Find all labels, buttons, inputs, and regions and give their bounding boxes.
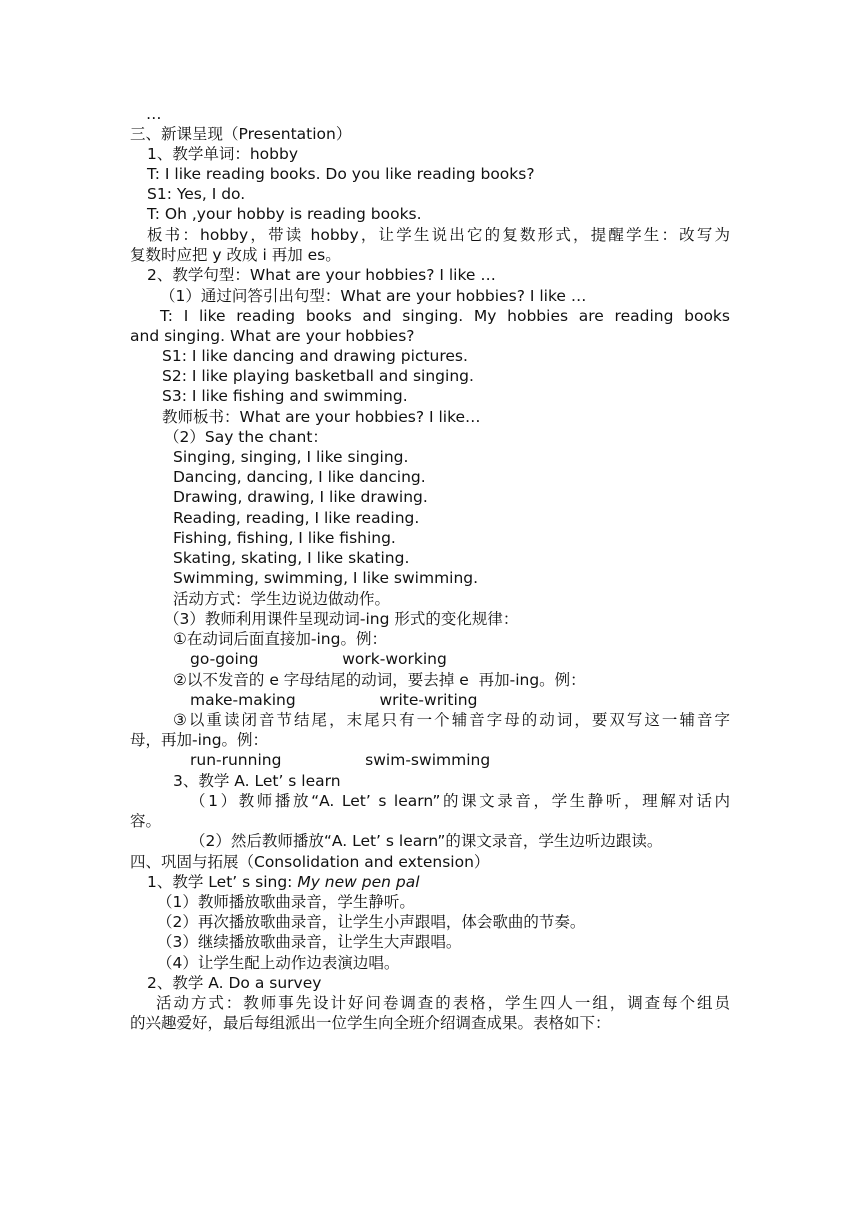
rule-line: ①在动词后面直接加-ing。例： — [173, 630, 387, 648]
paragraph-line: 容。 — [130, 812, 162, 830]
step-line: （1）教师播放歌曲录音，学生静听。 — [157, 893, 415, 911]
subheading: （2）Say the chant： — [164, 428, 328, 446]
dialogue-line: T: Oh ,your hobby is reading books. — [147, 205, 422, 223]
chant-line: Drawing, drawing, I like drawing. — [173, 488, 428, 506]
subheading: （3）教师利用课件呈现动词-ing 形式的变化规律： — [164, 610, 519, 628]
chant-line: Skating, skating, I like skating. — [173, 549, 410, 567]
dialogue-line: S2: I like playing basketball and singing. — [162, 367, 474, 385]
survey-heading: 2、教学 A. Do a survey — [147, 974, 322, 992]
teaching-word-heading: 1、教学单词：hobby — [147, 145, 299, 163]
section-heading-presentation: 三、新课呈现（Presentation） — [130, 125, 352, 143]
dialogue-line: S1: Yes, I do. — [147, 185, 246, 203]
subheading: （1）通过问答引出句型：What are your hobbies? I like … — [160, 287, 587, 305]
rule-line: ②以不发音的 e 字母结尾的动词，要去掉 e 再加-ing。例： — [173, 671, 586, 689]
step-line: （2）再次播放歌曲录音，让学生小声跟唱，体会歌曲的节奏。 — [157, 913, 586, 931]
dialogue-line: and singing. What are your hobbies? — [130, 327, 415, 345]
example-line: run-running swim-swimming — [190, 751, 491, 769]
sing-heading-prefix: 1、教学 Let’ s sing: — [147, 873, 298, 891]
board-note: 教师板书：What are your hobbies? I like… — [162, 408, 481, 426]
example-line: go-going work-working — [190, 650, 447, 668]
subheading: 3、教学 A. Let’ s learn — [173, 772, 341, 790]
song-title: My new pen pal — [297, 873, 420, 891]
paragraph-line: （2）然后教师播放“A. Let’ s learn”的课文录音，学生边听边跟读。 — [190, 832, 663, 850]
dialogue-line: T: I like reading books. Do you like reading books? — [147, 165, 535, 183]
section-heading-consolidation: 四、巩固与拓展（Consolidation and extension） — [130, 853, 490, 871]
chant-line: Singing, singing, I like singing. — [173, 448, 409, 466]
paragraph-line: 复数时应把 y 改成 i 再加 es。 — [130, 246, 341, 264]
sentence-pattern-heading: 2、教学句型：What are your hobbies? I like … — [147, 266, 496, 284]
paragraph-line: （1）教师播放“A. Let’ s learn”的课文录音，学生静听，理解对话内 — [190, 792, 730, 810]
step-line: （3）继续播放歌曲录音，让学生大声跟唱。 — [157, 933, 462, 951]
example-line: make-making write-writing — [190, 691, 478, 709]
paragraph-line: 板书：hobby，带读 hobby，让学生说出它的复数形式，提醒学生：改写为 — [147, 226, 730, 244]
dialogue-line: S3: I like fishing and swimming. — [162, 387, 408, 405]
rule-line: ③以重读闭音节结尾，末尾只有一个辅音字母的动词，要双写这一辅音字 — [173, 711, 730, 729]
paragraph-line: 的兴趣爱好，最后每组派出一位学生向全班介绍调查成果。表格如下： — [130, 1014, 611, 1032]
chant-line: Swimming, swimming, I like swimming. — [173, 569, 479, 587]
chant-line: Fishing, fishing, I like fishing. — [173, 529, 396, 547]
dialogue-line: S1: I like dancing and drawing pictures. — [162, 347, 468, 365]
chant-line: Reading, reading, I like reading. — [173, 509, 420, 527]
rule-line: 母，再加-ing。例： — [130, 731, 269, 749]
ellipsis: … — [146, 105, 162, 123]
activity-note: 活动方式：学生边说边做动作。 — [173, 590, 391, 608]
sing-heading — [147, 872, 730, 892]
dialogue-line: T: I like reading books and singing. My hobbies are reading books — [160, 307, 730, 325]
step-line: （4）让学生配上动作边表演边唱。 — [157, 954, 400, 972]
chant-line: Dancing, dancing, I like dancing. — [173, 468, 426, 486]
paragraph-line: 活动方式：教师事先设计好问卷调查的表格，学生四人一组，调查每个组员 — [156, 994, 730, 1012]
